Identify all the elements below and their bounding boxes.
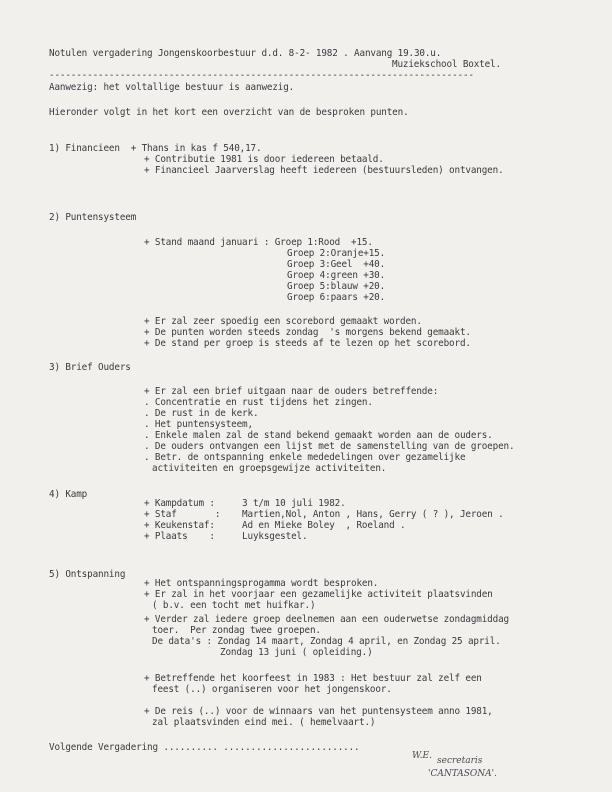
minutes-line: + Het ontspanningsprogamma wordt besproken. bbox=[144, 578, 379, 589]
minutes-line: . Enkele malen zal de stand bekend gemaakt worden aan de ouders. bbox=[144, 430, 493, 441]
minutes-line: ( b.v. een tocht met huifkar.) bbox=[152, 600, 316, 611]
minutes-line: De data's : Zondag 14 maart, Zondag 4 april, en Zondag 25 april. bbox=[152, 636, 501, 647]
minutes-line: + Contributie 1981 is door iedereen betaald. bbox=[144, 154, 384, 165]
minutes-line: 2) Puntensysteem bbox=[49, 212, 137, 223]
minutes-line: Groep 3:Geel +40. bbox=[287, 259, 386, 270]
minutes-line: Groep 6:paars +20. bbox=[287, 292, 386, 303]
minutes-line: + Er zal zeer spoedig een scorebord gemaakt worden. bbox=[144, 316, 422, 327]
minutes-line: Volgende Vergadering .......... ......................... bbox=[49, 742, 360, 753]
minutes-line: + De reis (..) voor de winnaars van het puntensysteem anno 1981, bbox=[144, 706, 493, 717]
minutes-line: Zondag 13 juni ( opleiding.) bbox=[220, 647, 373, 658]
minutes-line: + Stand maand januari : Groep 1:Rood +15. bbox=[144, 237, 373, 248]
minutes-line: zal plaatsvinden eind mei. ( hemelvaart.) bbox=[152, 717, 376, 728]
minutes-line: + Betreffende het koorfeest in 1983 : Het bestuur zal zelf een bbox=[144, 673, 482, 684]
minutes-line: + Er zal een brief uitgaan naar de ouders betreffende: bbox=[144, 386, 439, 397]
minutes-line: + Keukenstaf: Ad en Mieke Boley , Roeland . bbox=[144, 520, 406, 531]
signature-role: secretaris bbox=[437, 756, 483, 766]
minutes-line: . Betr. de ontspanning enkele mededelingen over gezamelijke bbox=[144, 452, 466, 463]
minutes-line: + Plaats : Luyksgestel. bbox=[144, 531, 308, 542]
minutes-line: . Het puntensysteem, bbox=[144, 419, 253, 430]
minutes-line: 4) Kamp bbox=[49, 489, 88, 500]
minutes-line: Groep 2:Oranje+15. bbox=[287, 248, 386, 259]
header-rule: ------------------------------------------------------------------------------ bbox=[49, 70, 474, 81]
minutes-line: + Financieel Jaarverslag heeft iedereen (bestuursleden) ontvangen. bbox=[144, 165, 504, 176]
minutes-line: . De ouders ontvangen een lijst met de samenstelling van de groepen. bbox=[144, 441, 515, 452]
minutes-line: + Staf : Martien,Nol, Anton , Hans, Gerry ( ? ), Jeroen . bbox=[144, 509, 504, 520]
signature-initials: W.E. bbox=[412, 751, 432, 761]
minutes-line: 1) Financieen + Thans in kas f 540,17. bbox=[49, 143, 262, 154]
minutes-line: + Kampdatum : 3 t/m 10 juli 1982. bbox=[144, 498, 346, 509]
minutes-line: . De rust in de kerk. bbox=[144, 408, 259, 419]
minutes-line: + De stand per groep is steeds af te lezen op het scorebord. bbox=[144, 338, 471, 349]
minutes-line: + Verder zal iedere groep deelnemen aan een ouderwetse zondagmiddag bbox=[144, 614, 509, 625]
minutes-line: toer. Per zondag twee groepen. bbox=[152, 625, 321, 636]
minutes-line: feest (..) organiseren voor het jongenskoor. bbox=[152, 684, 392, 695]
minutes-line: . Concentratie en rust tijdens het zingen. bbox=[144, 397, 373, 408]
document-title: Notulen vergadering Jongenskoorbestuur d.d. 8-2- 1982 . Aanvang 19.30.u. bbox=[49, 48, 442, 59]
signature-name: 'CANTASONA'. bbox=[428, 769, 497, 779]
minutes-line: + De punten worden steeds zondag 's morgens bekend gemaakt. bbox=[144, 327, 471, 338]
minutes-line: Groep 5:blauw +20. bbox=[287, 281, 386, 292]
document-location: Muziekschool Boxtel. bbox=[392, 59, 501, 70]
minutes-line: 5) Ontspanning bbox=[49, 569, 126, 580]
intro-line: Hieronder volgt in het kort een overzicht van de besproken punten. bbox=[49, 107, 409, 118]
attendance-line: Aanwezig: het voltallige bestuur is aanwezig. bbox=[49, 82, 295, 93]
minutes-line: activiteiten en groepsgewijze activiteiten. bbox=[152, 463, 387, 474]
minutes-line: + Er zal in het voorjaar een gezamelijke activiteit plaatsvinden bbox=[144, 589, 493, 600]
minutes-line: 3) Brief Ouders bbox=[49, 362, 131, 373]
minutes-line: Groep 4:green +30. bbox=[287, 270, 386, 281]
